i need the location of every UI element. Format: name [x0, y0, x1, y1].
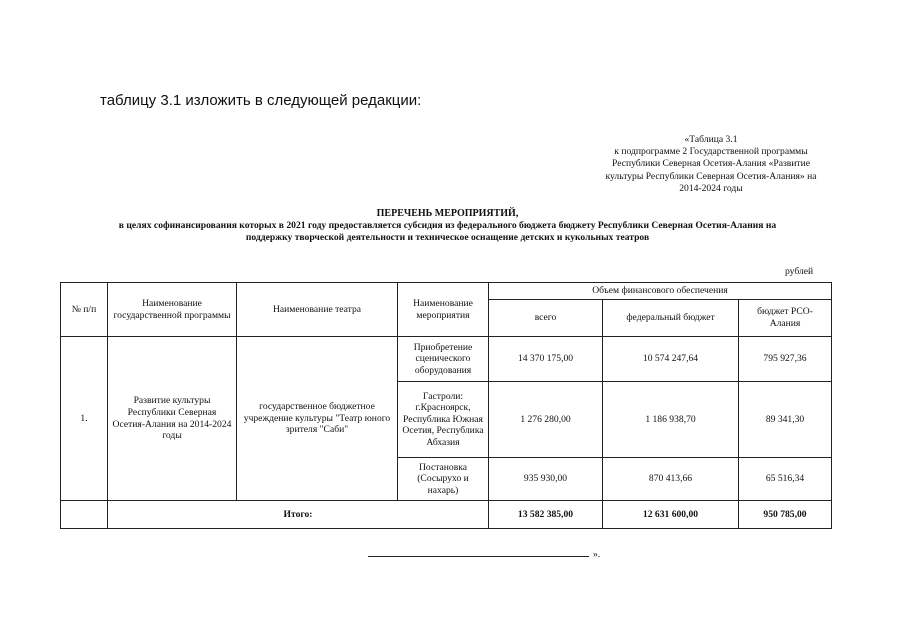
header-total: всего [489, 300, 603, 337]
event-regional: 795 927,36 [739, 337, 832, 382]
event-federal: 1 186 938,70 [603, 382, 739, 458]
totals-federal: 12 631 600,00 [603, 501, 739, 529]
header-program: Наименование государственной программы [108, 283, 237, 337]
row-num: 1. [61, 337, 108, 501]
event-name: Приобретение сценического оборудования [398, 337, 489, 382]
event-total: 1 276 280,00 [489, 382, 603, 458]
event-name: Гастроли: г.Красноярск, Республика Южная Осетия, Республика Абхазия [398, 382, 489, 458]
event-federal: 870 413,66 [603, 458, 739, 501]
totals-total: 13 582 385,00 [489, 501, 603, 529]
signature-rule [368, 548, 589, 557]
appendix-note [586, 134, 836, 195]
event-regional: 65 516,34 [739, 458, 832, 501]
totals-row [61, 501, 832, 529]
appendix-line: к подпрограмме 2 Государственной программы [614, 146, 808, 158]
event-total: 935 930,00 [489, 458, 603, 501]
closing-mark: ». [593, 549, 601, 560]
appendix-line: Республики Северная Осетия-Алания «Развитие [611, 158, 810, 170]
header-federal: федеральный бюджет [603, 300, 739, 337]
heading-subtitle: в целях софинансирования которых в 2021 году предоставляется субсидия из федерального бюджета бюджету Республики Северная Осетия-Алания на [118, 220, 777, 231]
event-federal: 10 574 247,64 [603, 337, 739, 382]
totals-label: Итого: [108, 501, 489, 529]
header-num: № п/п [61, 283, 108, 337]
row-theatre: государственное бюджетное учреждение культуры "Театр юного зрителя "Саби" [237, 337, 398, 501]
event-total: 14 370 175,00 [489, 337, 603, 382]
appendix-line: 2014-2024 годы [679, 182, 743, 194]
intro-text: таблицу 3.1 изложить в следующей редакции: [100, 92, 422, 109]
header-row [61, 283, 832, 300]
units-label: рублей [785, 266, 814, 277]
header-funding: Объем финансового обеспечения [489, 283, 832, 300]
totals-regional: 950 785,00 [739, 501, 832, 529]
closing-line [368, 548, 600, 560]
appendix-line: «Таблица 3.1 [684, 134, 738, 145]
event-name: Постановка (Сосырухо и нахарь) [398, 458, 489, 501]
totals-empty-cell [61, 501, 108, 529]
event-regional: 89 341,30 [739, 382, 832, 458]
funding-table [60, 282, 832, 529]
heading-title: ПЕРЕЧЕНЬ МЕРОПРИЯТИЙ, [376, 208, 519, 219]
header-event: Наименование мероприятия [398, 283, 489, 337]
row-program: Развитие культуры Республики Северная Осетия-Алания на 2014-2024 годы [108, 337, 237, 501]
table-row [61, 337, 832, 382]
appendix-line: культуры Республики Северная Осетия-Алания» на [605, 170, 817, 182]
header-theatre: Наименование театра [237, 283, 398, 337]
heading-subtitle-cont: поддержку творческой деятельности и техническое оснащение детских и кукольных театров [245, 232, 650, 243]
table-heading [60, 208, 835, 244]
header-regional: бюджет РСО-Алания [739, 300, 832, 337]
